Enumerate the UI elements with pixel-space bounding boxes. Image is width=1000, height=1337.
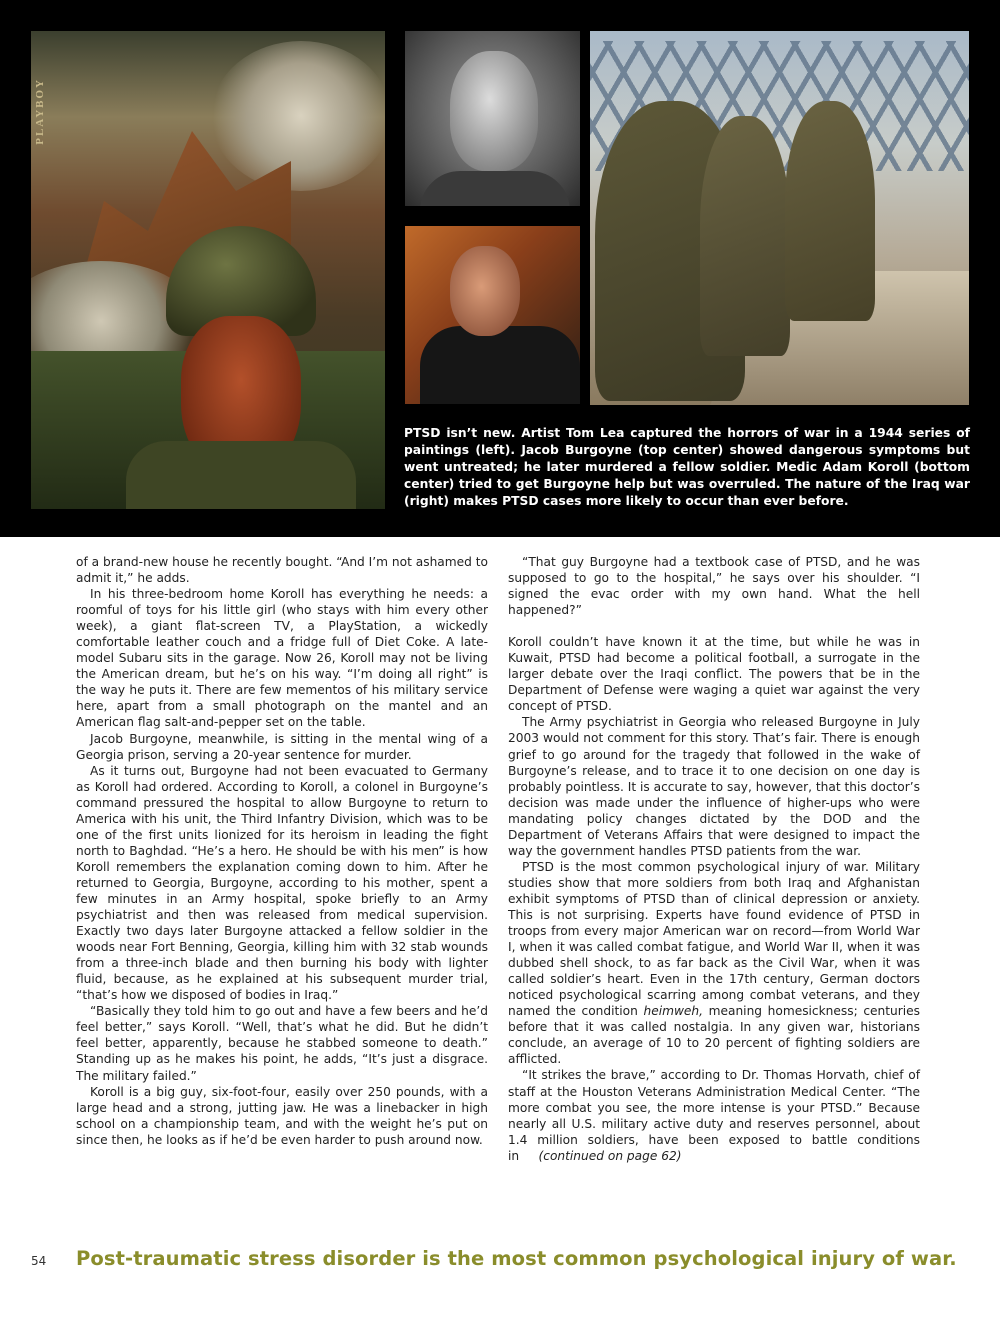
photo-caption: PTSD isn’t new. Artist Tom Lea captured the horrors of war in a 1944 series of paintings (left). Jacob Burgoyne (top center) showed dangerous symptoms but went untreated; he later murdered a fellow soldier. Medic Adam Koroll (bottom center) tried to get Burgoyne help but was overruled. The nature of the Iraq war (right) makes PTSD cases more likely to occur than ever before. bbox=[404, 426, 970, 508]
pull-quote: Post-traumatic stress disorder is the most common psychological injury of war. bbox=[76, 1247, 957, 1270]
article-paragraph: Koroll is a big guy, six-foot-four, easily over 250 pounds, with a large head and a strong, jutting jaw. He was a linebacker in high school on a championship team, and with the weight he’s put on since then, he looks as if he’d be even harder to push around now. bbox=[76, 1084, 488, 1147]
article-paragraph: As it turns out, Burgoyne had not been evacuated to Germany as Koroll had ordered. According to Koroll, a colonel in Burgoyne’s command pressured the hospital to allow Burgoyne to return to America with his unit, the Third Infantry Division, which was to be one of the first units lionized for its heroism in leading the fight north to Baghdad. “He’s a hero. He should be with his men” is how Koroll remembers the explanation coming down to him. After he returned to Georgia, Burgoyne, according to his mother, spent a few minutes in an Army hospital, spoke briefly to an Army psychiatrist and then was released from medical supervision. Exactly two days later Burgoyne attacked a fellow soldier in the woods near Fort Benning, Georgia, killing him with 32 stab wounds from a three-inch blade and then burning his body with lighter fluid, because, as he explained at his subsequent murder trial, “that’s how we disposed of bodies in Iraq.” bbox=[76, 763, 488, 1003]
soldier-figure bbox=[700, 116, 790, 356]
painting-smoke bbox=[211, 41, 385, 191]
painting-soldier-body bbox=[126, 441, 356, 509]
paragraph-text: PTSD is the most common psychological injury of war. Military studies show that more soldiers from both Iraq and Afghanistan exhibit symptoms of PTSD than of clinical depression or anxiety. This is not surprising. Experts have found evidence of PTSD in troops from every major American war on record—from World War I, when it was called combat fatigue, and World War II, when it was dubbed shell shock, to as far back as the Civil War, when it was called soldier’s heart. Even in the 17th century, German doctors noticed psychological scarring among combat veterans, and they named the condition bbox=[508, 859, 920, 1019]
article-paragraph: of a brand-new house he recently bought. “And I’m not ashamed to admit it,” he adds. bbox=[76, 555, 488, 586]
article-column-left bbox=[76, 554, 488, 1148]
mugshot-shirt bbox=[420, 171, 570, 206]
article-column-right bbox=[508, 554, 920, 1164]
burgoyne-mugshot-image bbox=[405, 31, 580, 206]
page-number: 54 bbox=[31, 1254, 47, 1268]
article-paragraph: “That guy Burgoyne had a textbook case of PTSD, and he was supposed to go to the hospital,” he says over his shoulder. “I signed the evac order with my own hand. What the hell happened?” bbox=[508, 555, 920, 618]
paragraph-text: “It strikes the brave,” according to Dr. Thomas Horvath, chief of staff at the Houston Veterans Administration Medical Center. “The more combat you see, the more intense is your PTSD.” Because nearly all U.S. military active duty and reserves personnel, about 1.4 million soldiers, have been exposed to battle conditions in bbox=[508, 1068, 920, 1163]
koroll-portrait-image bbox=[405, 226, 580, 404]
soldier-figure bbox=[785, 101, 875, 321]
article-paragraph bbox=[508, 1067, 920, 1163]
article-paragraph bbox=[508, 859, 920, 1068]
iraq-bridge-soldiers-image bbox=[590, 31, 969, 405]
portrait-head bbox=[450, 246, 520, 336]
tom-lea-painting-image bbox=[31, 31, 385, 509]
continued-jump-line: (continued on page 62) bbox=[538, 1148, 682, 1163]
article-paragraph: The Army psychiatrist in Georgia who released Burgoyne in July 2003 would not comment for this story. That’s fair. There is enough grief to go around for the tragedy that followed in the wake of Burgoyne’s release, and to trace it to one decision on one day is probably pointless. It is accurate to say, however, that this doctor’s decision was made under the influence of higher-ups who were mandating policy changes dictated by the DOD and the Department of Veterans Affairs that were designed to impact the way the government handles PTSD patients from the war. bbox=[508, 715, 920, 858]
portrait-coat bbox=[420, 326, 580, 404]
article-paragraph: In his three-bedroom home Koroll has everything he needs: a roomful of toys for his little girl (who stays with him every other week), a giant flat-screen TV, a PlayStation, a wickedly comfortable leather couch and a fridge full of Diet Coke. A late-model Subaru sits in the garage. Now 26, Koroll may not be living the American dream, but he’s on his way. “I’m doing all right” is the way he puts it. There are few mementos of his military service here, apart from a small photograph on the mantel and an American flag salt-and-pepper set on the table. bbox=[76, 587, 488, 730]
mugshot-head bbox=[450, 51, 538, 171]
article-paragraph: Jacob Burgoyne, meanwhile, is sitting in the mental wing of a Georgia prison, serving a 20-year sentence for murder. bbox=[76, 731, 488, 762]
italic-term: heimweh, bbox=[643, 1004, 704, 1019]
article-paragraph: “Basically they told him to go out and have a few beers and he’d feel better,” says Koroll. “Well, that’s what he did. But he didn’t feel better, apparently, because he stabbed someone to death.” Standing up as he makes his point, he adds, “It’s just a disgrace. The military failed.” bbox=[76, 1004, 488, 1083]
paragraph-text: meaning homesickness; centuries before that it was called nostalgia. In any given war, historians conclude, an average of 10 to 20 percent of fighting soldiers are afflicted. bbox=[508, 1004, 920, 1067]
article-paragraph: Koroll couldn’t have known it at the time, but while he was in Kuwait, PTSD had become a political football, a surrogate in the larger debate over the Iraqi conflict. The powers that be in the Department of Defense were waging a quiet war against the very concept of PTSD. bbox=[508, 635, 920, 714]
photo-band bbox=[0, 0, 1000, 537]
playboy-masthead-vertical: PLAYBOY bbox=[34, 78, 46, 145]
